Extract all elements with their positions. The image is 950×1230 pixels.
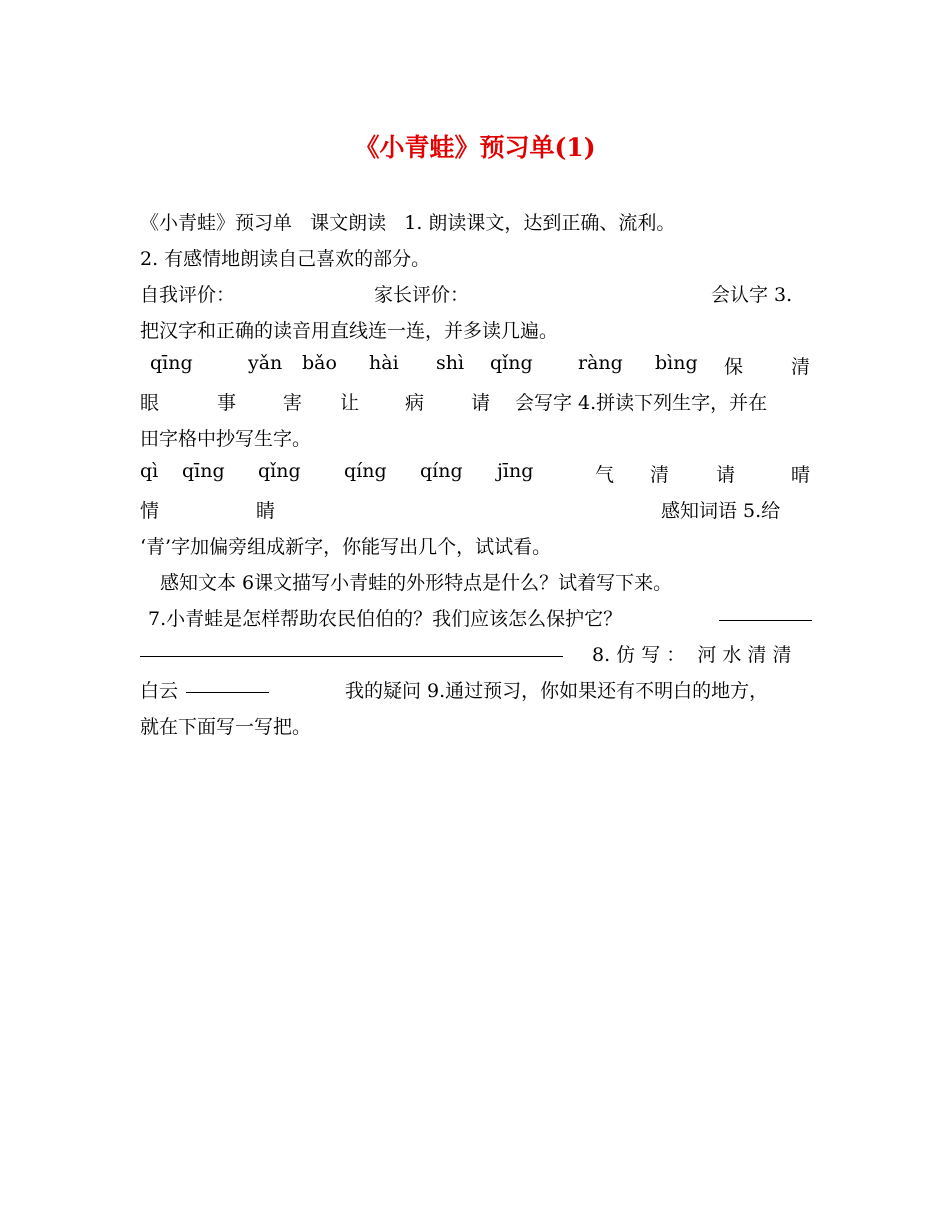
pinyin-item: hài (369, 352, 399, 374)
write-chars-heading: 会写字 4.拼读下列生字，并在 (515, 392, 768, 414)
pinyin-item: qíng (344, 460, 387, 482)
hanzi-item: 保 (724, 356, 744, 378)
paragraph-line-4: 把汉字和正确的读音用直线连一连，并多读几遍。 (140, 320, 559, 342)
imitation-heading: 8. 仿 写 ： 河 水 清 清 (592, 644, 792, 666)
hanzi-item: 请 (716, 464, 736, 486)
imitation-prompt: 白云 (140, 680, 179, 702)
hanzi-item: 病 (405, 392, 425, 414)
hanzi-item: 请 (471, 392, 491, 414)
recognize-chars-heading: 会认字 3. (711, 284, 793, 306)
pinyin-item: ràng (578, 352, 623, 374)
pinyin-item: bìng (655, 352, 698, 374)
pinyin-item: qǐng (258, 460, 301, 482)
answer-blank[interactable] (186, 676, 269, 698)
self-evaluation-label: 自我评价： (140, 284, 236, 306)
pinyin-item: jīng (497, 460, 534, 482)
pinyin-item: qíng (420, 460, 463, 482)
paragraph-line-15: 就在下面写一写把。 (140, 716, 312, 738)
hanzi-item: 睛 (256, 500, 276, 522)
paragraph-line-7: 田字格中抄写生字。 (140, 428, 312, 450)
hanzi-item: 清 (791, 356, 811, 378)
hanzi-item: 让 (340, 392, 360, 414)
pinyin-item: qì (140, 460, 159, 482)
hanzi-item: 气 (595, 464, 615, 486)
paragraph-line-10: ‘青’字加偏旁组成新字，你能写出几个，试试看。 (140, 536, 552, 558)
answer-blank[interactable] (140, 640, 563, 662)
hanzi-item: 晴 (791, 464, 811, 486)
paragraph-line-2: 2. 有感情地朗读自己喜欢的部分。 (140, 248, 431, 270)
pinyin-item: qǐng (490, 352, 533, 374)
paragraph-line-12: 7.小青蛙是怎样帮助农民伯伯的？我们应该怎么保护它？ (148, 608, 623, 630)
pinyin-item: qīng (182, 460, 225, 482)
words-heading: 感知词语 5.给 (661, 500, 781, 522)
pinyin-item: shì (436, 352, 465, 374)
pinyin-item: bǎo (302, 352, 337, 374)
parent-evaluation-label: 家长评价： (374, 284, 470, 306)
hanzi-item: 清 (650, 464, 670, 486)
answer-blank[interactable] (719, 604, 812, 626)
hanzi-item: 眼 (140, 392, 160, 414)
document-title: 《小青蛙》预习单(1) (354, 133, 596, 162)
questions-heading: 我的疑问 9.通过预习，你如果还有不明白的地方， (345, 680, 769, 702)
paragraph-line-1: 《小青蛙》预习单 课文朗读 1. 朗读课文，达到正确、流利。 (140, 212, 676, 234)
pinyin-item: qīng (150, 352, 193, 374)
hanzi-item: 事 (217, 392, 237, 414)
hanzi-item: 害 (283, 392, 303, 414)
pinyin-item: yǎn (248, 352, 283, 374)
hanzi-item: 情 (140, 500, 160, 522)
paragraph-line-11: 感知文本 6课文描写小青蛙的外形特点是什么？试着写下来。 (160, 572, 673, 594)
